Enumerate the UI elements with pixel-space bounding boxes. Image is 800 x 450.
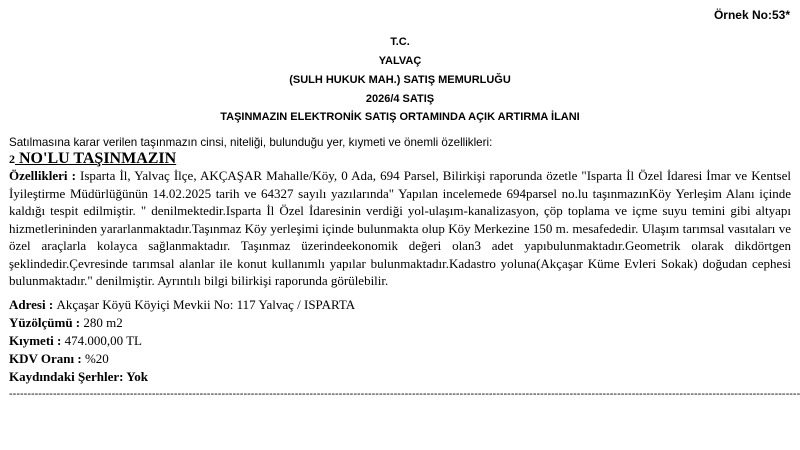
value-amount: 474.000,00 TL (64, 333, 142, 348)
value-label: Kıymeti : (9, 333, 65, 348)
vat-value: %20 (84, 351, 109, 366)
features-text: Isparta İl, Yalvaç İlçe, AKÇAŞAR Mahalle/Köy, 0 Ada, 694 Parsel, Bilirkişi raporunda özetle "Isparta İl Özel İdaresi İmar ve Kentsel İyileştirme Müdürlüğünün 14.02.2025 tarih ve 64327 sayılı yazılarında" Yapılan incelemede 694parsel no.lu taşınmazınKöy Yerleşim Alanı içinde kaldığı tespit edilmiştir. " denilmektedir.Isparta İl Özel İdaresinin verdiği yol-ulaşım-kanalizasyon, çöp toplama ve içme suyu temini gibi altyapı hizmetlerininden yararlanmaktadır.Taşınmaz Köy yerleşimi içinde bulunmakta olup Köy Merkezine 150 m. mesafededir. Ulaşım tarımsal vasıtaları ve özel araçlarla kolayca sağlanmaktadır. Taşınmaz üzerindeekonomik değeri olan3 adet yapıbulunmaktadır.Geometrik olarak dikdörtgen şeklindedir.Çevresinde tarımsal alanlar ile konut kullanımlı yapılar bulunmaktadır.Kadastro yoluna(Akçaşar Küme Evleri Sokak) doğudan cephesi bulunmaktadır." denilmiştir. Ayrıntılı bilgi bilirkişi raporunda görülebilir. (9, 168, 791, 288)
vat-row (9, 350, 109, 367)
vat-label: KDV Oranı : (9, 351, 85, 366)
separator-line: ------------------------------------------------------------------------------------------------------------------------------------------------------------------------------------------------------------------------ (9, 388, 800, 400)
property-number: 2 (9, 152, 15, 166)
header-office: (SULH HUKUK MAH.) SATIŞ MEMURLUĞU (289, 74, 511, 86)
announcement-title: TAŞINMAZIN ELEKTRONİK SATIŞ ORTAMINDA AÇIK ARTIRMA İLANI (220, 111, 580, 123)
area-label: Yüzölçümü : (9, 315, 84, 330)
document-header (0, 33, 800, 109)
property-title (9, 150, 176, 168)
area-value: 280 m2 (83, 315, 123, 330)
header-file-no: 2026/4 SATIŞ (365, 93, 435, 105)
features-label: Özellikleri : (9, 168, 80, 183)
address-value: Akçaşar Köyü Köyiçi Mevkii No: 117 Yalvaç / ISPARTA (56, 297, 356, 312)
address-label: Adresi : (9, 297, 57, 312)
property-title-label: NO'LU TAŞINMAZIN (15, 150, 177, 167)
value-row (9, 332, 142, 349)
easements-row (9, 368, 148, 385)
easements-text: Kaydındaki Şerhler: Yok (9, 369, 148, 384)
sample-number: Örnek No:53* (713, 8, 790, 22)
property-features (9, 167, 791, 290)
intro-text: Satılmasına karar verilen taşınmazın cinsi, niteliği, bulunduğu yer, kıymeti ve önemli özellikleri: (9, 136, 493, 149)
header-city: YALVAÇ (378, 55, 422, 67)
header-tc: T.C. (390, 36, 410, 48)
area-row (9, 314, 123, 331)
address-row (9, 296, 355, 313)
